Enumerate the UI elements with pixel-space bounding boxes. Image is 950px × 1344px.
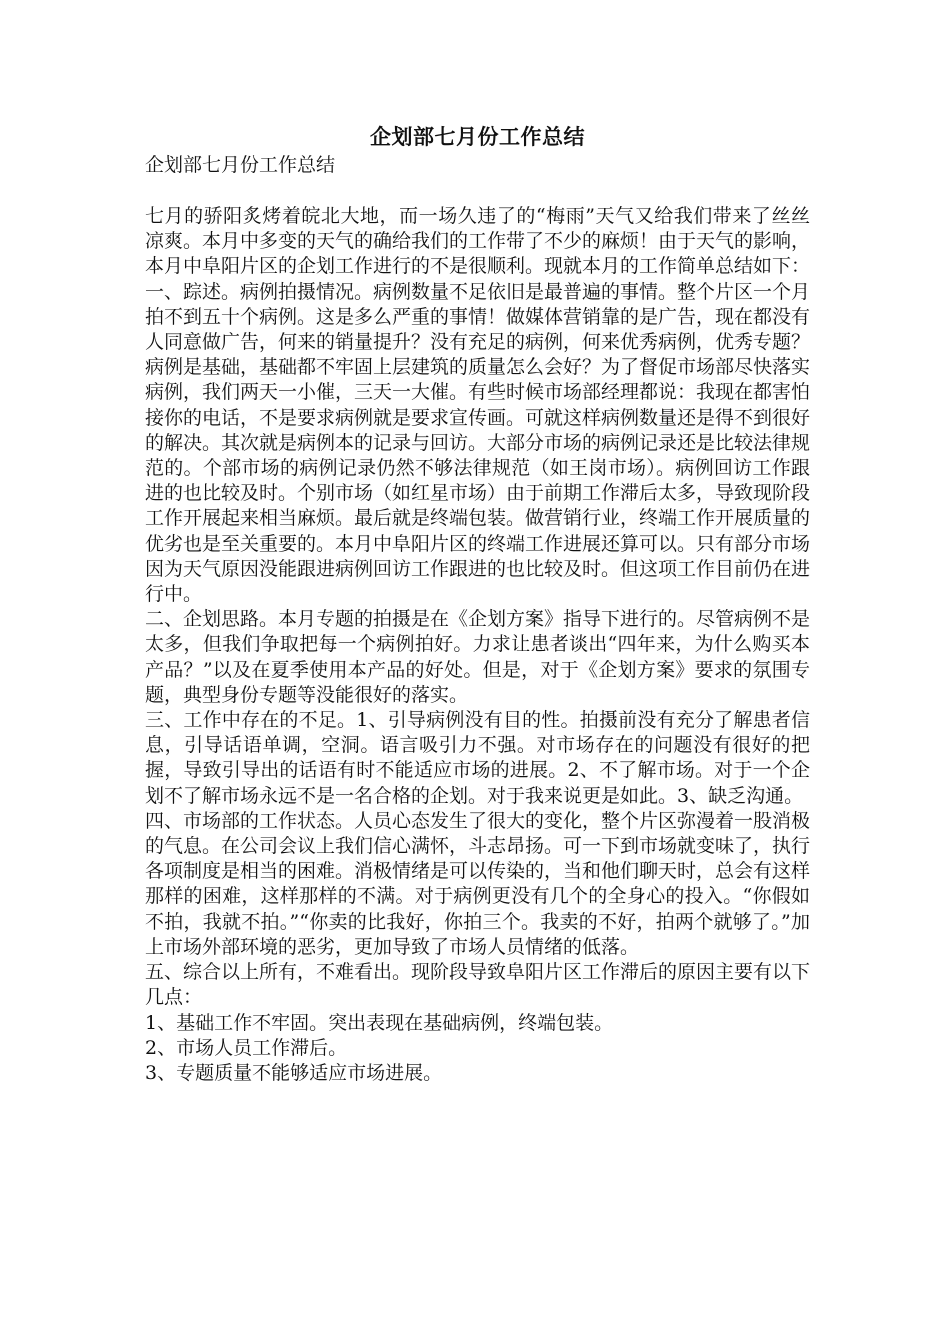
paragraph-section-5: 五、综合以上所有，不难看出。现阶段导致阜阳片区工作滞后的原因主要有以下几点： [145, 961, 811, 1009]
paragraph-section-2: 二、企划思路。本月专题的拍摄是在《企划方案》指导下进行的。尽管病例不是太多，但我们争取把每一个病例拍好。力求让患者谈出“四年来，为什么购买本产品？”以及在夏季使用本产品的好处。但是，对于《企划方案》要求的氛围专题，典型身份专题等没能很好的落实。 [145, 608, 811, 706]
document-subtitle: 企划部七月份工作总结 [145, 154, 336, 176]
paragraph-section-1: 一、踪述。病例拍摄情况。病例数量不足依旧是最普遍的事情。整个片区一个月拍不到五十个病例。这是多么严重的事情！做媒体营销靠的是广告，现在都没有人同意做广告，何来的销量提升？没有充足的病例，何来优秀病例，优秀专题？病例是基础，基础都不牢固上层建筑的质量怎么会好？为了督促市场部尽快落实病例，我们两天一小催，三天一大催。有些时候市场部经理都说：我现在都害怕接你的电话，不是要求病例就是要求宣传画。可就这样病例数量还是得不到很好的解决。其次就是病例本的记录与回访。大部分市场的病例记录还是比较法律规范的。个部市场的病例记录仍然不够法律规范（如王岗市场）。病例回访工作跟进的也比较及时。个别市场（如红星市场）由于前期工作滞后太多，导致现阶段工作开展起来相当麻烦。最后就是终端包装。做营销行业，终端工作开展质量的优劣也是至关重要的。本月中阜阳片区的终端工作进展还算可以。只有部分市场因为天气原因没能跟进病例回访工作跟进的也比较及时。但这项工作目前仍在进行中。 [145, 280, 811, 606]
document-title: 企划部七月份工作总结 [370, 125, 585, 149]
paragraph-section-4: 四、市场部的工作状态。人员心态发生了很大的变化，整个片区弥漫着一股消极的气息。在公司会议上我们信心满怀，斗志昂扬。可一下到市场就变味了，执行各项制度是相当的困难。消极情绪是可以传染的，当和他们聊天时，总会有这样那样的困难，这样那样的不满。对于病例更没有几个的全身心的投入。“你假如不拍，我就不拍。”“你卖的比我好，你拍三个。我卖的不好，拍两个就够了。”加上市场外部环境的恶劣，更加导致了市场人员情绪的低落。 [145, 809, 811, 958]
paragraph-section-3: 三、工作中存在的不足。1、引导病例没有目的性。拍摄前没有充分了解患者信息，引导话语单调，空洞。语言吸引力不强。对市场存在的问题没有很好的把握，导致引导出的话语有时不能适应市场的进展。2、不了解市场。对于一个企划不了解市场永远不是一名合格的企划。对于我来说更是如此。3、缺乏沟通。 [145, 709, 810, 807]
paragraph-intro: 七月的骄阳炙烤着皖北大地，而一场久违了的“梅雨”天气又给我们带来了丝丝凉爽。本月中多变的天气的确给我们的工作带了不少的麻烦！由于天气的影响，本月中阜阳片区的企划工作进行的不是很顺利。现就本月的工作简单总结如下： [145, 205, 811, 278]
document-body [145, 204, 810, 1086]
list-item-3: 3、专题质量不能够适应市场进展。 [145, 1061, 443, 1084]
list-item-1: 1、基础工作不牢固。突出表现在基础病例，终端包装。 [145, 1011, 614, 1034]
document-content [145, 122, 810, 1086]
list-item-2: 2、市场人员工作滞后。 [145, 1036, 348, 1059]
